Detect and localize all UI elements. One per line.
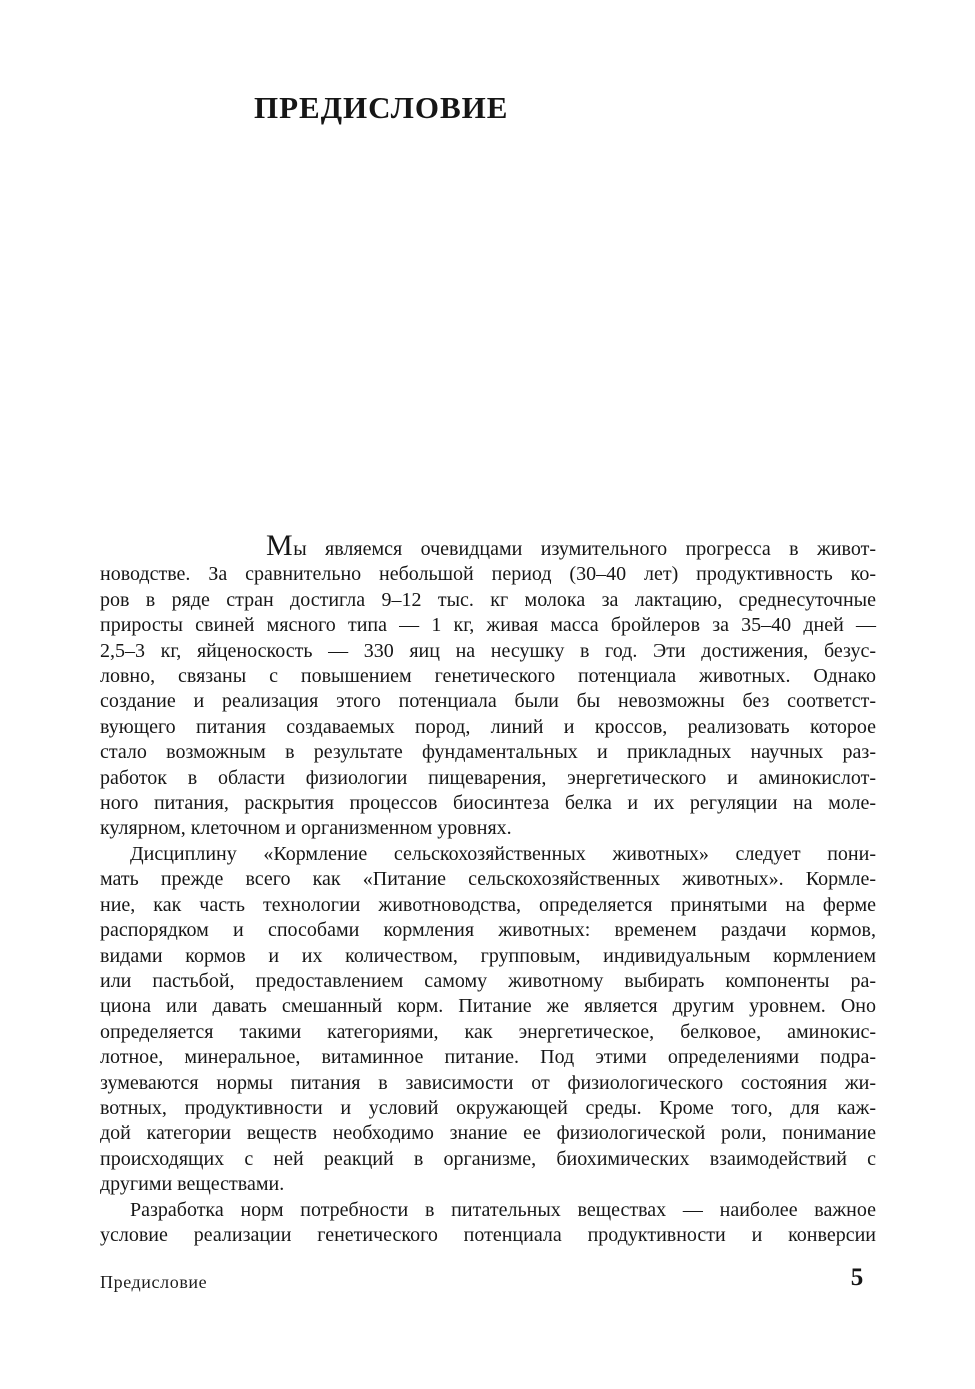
text-line: или пастьбой, предоставлением самому животному выбирать компоненты ра-: [100, 969, 876, 992]
text-line: вующего питания создаваемых пород, линий и кроссов, реализовать которое: [100, 715, 876, 738]
text-line: работок в области физиологии пищеварения, энергетического и аминокислот-: [100, 766, 876, 789]
chapter-title: ПРЕДИСЛОВИЕ: [254, 90, 509, 125]
text-line: циона или давать смешанный корм. Питание же является другим уровнем. Оно: [100, 995, 876, 1018]
text-line: ного питания, раскрытия процессов биосинтеза белка и их регуляции на моле-: [100, 792, 876, 815]
text-line: приросты свиней мясного типа — 1 кг, живая масса бройлеров за 35–40 дней —: [100, 614, 876, 637]
text-line: распорядком и способами кормления животных: временем раздачи кормов,: [100, 919, 876, 942]
text-line: создание и реализация этого потенциала были бы невозможны без соответст-: [100, 690, 876, 713]
text-line: другими веществами.: [100, 1173, 285, 1196]
text-line: кулярном, клеточном и организменном уровнях.: [100, 817, 512, 840]
text-line: происходящих с ней реакций в организме, биохимических взаимодействий с: [100, 1147, 876, 1170]
running-footer-title: Предисловие: [100, 1272, 208, 1292]
text-line: новодстве. За сравнительно небольшой период (30–40 лет) продуктивность ко-: [100, 563, 876, 586]
text-line: 2,5–3 кг, яйценоскость — 330 яиц на несушку в год. Эти достижения, безус-: [100, 639, 876, 662]
text-line: дой категории веществ необходимо знание ее физиологической роли, понимание: [100, 1122, 876, 1145]
text-line: зумеваются нормы питания в зависимости от физиологического состояния жи-: [100, 1071, 876, 1094]
text-line: ние, как часть технологии животноводства, определяется принятыми на ферме: [100, 893, 876, 916]
lead-capital: М: [266, 529, 294, 562]
text-line: ловно, связаны с повышением генетического потенциала животных. Однако: [100, 665, 876, 688]
text-line: лотное, минеральное, витаминное питание. Под этими определениями подра-: [100, 1046, 876, 1069]
text-line: вотных, продуктивности и условий окружающей среды. Кроме того, для каж-: [100, 1096, 876, 1119]
text-line: мать прежде всего как «Питание сельскохозяйственных животных». Кормле-: [100, 868, 876, 891]
text-line: условие реализации генетического потенциала продуктивности и конверсии: [100, 1223, 876, 1246]
page-number: 5: [850, 1264, 864, 1291]
text-line: Разработка норм потребности в питательных веществах — наиболее важное: [130, 1198, 876, 1221]
text-line: Мы являемся очевидцами изумительного прогресса в живот-: [266, 529, 876, 562]
body-text: [100, 529, 876, 1248]
text-line: стало возможным в результате фундаментальных и прикладных научных раз-: [100, 741, 876, 764]
text-line: ров в ряде стран достигла 9–12 тыс. кг молока за лактацию, среднесуточные: [100, 588, 876, 611]
text-line: определяется такими категориями, как энергетическое, белковое, аминокис-: [100, 1020, 876, 1043]
text-line: Дисциплину «Кормление сельскохозяйственных животных» следует пони-: [130, 842, 876, 865]
text-line: видами кормов и их количеством, групповым, индивидуальным кормлением: [100, 944, 876, 967]
